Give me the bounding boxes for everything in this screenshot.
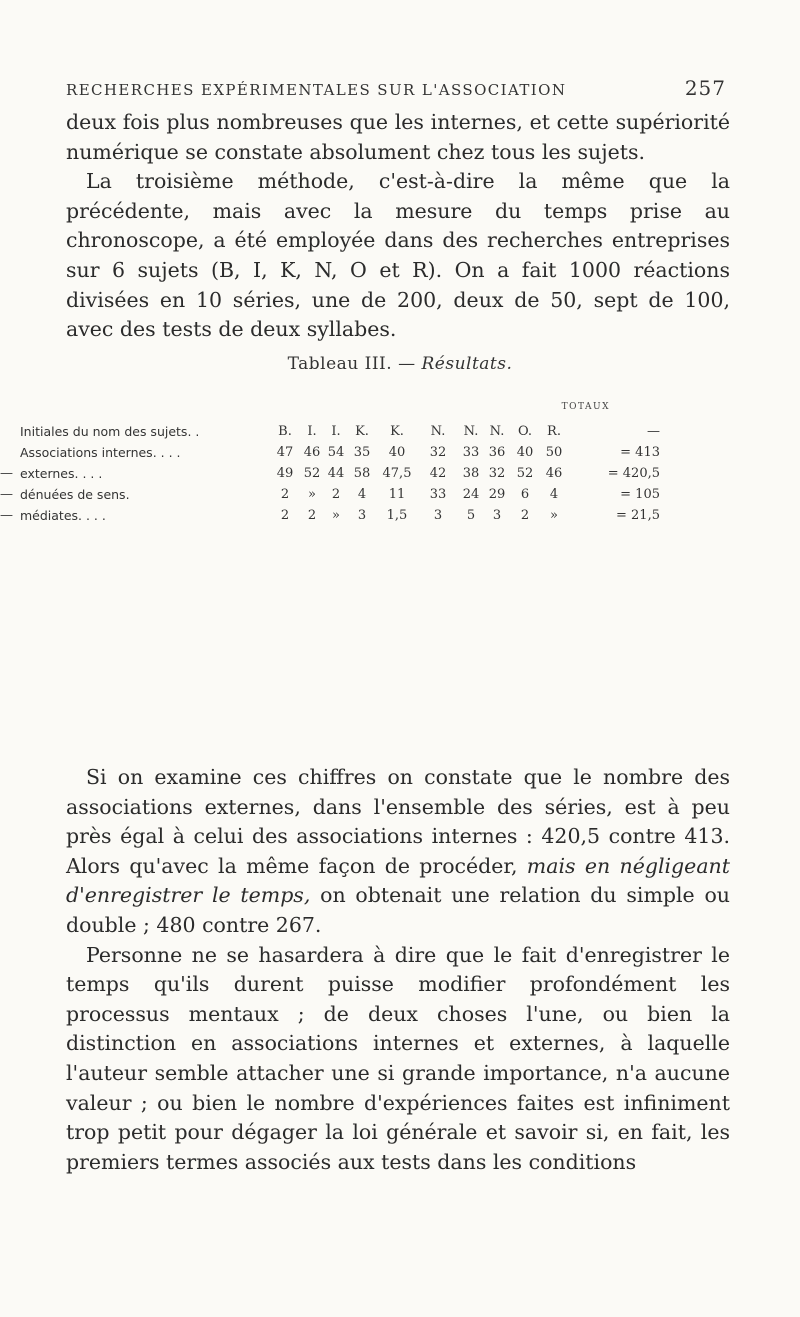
- running-title: RECHERCHES EXPÉRIMENTALES SUR L'ASSOCIATION: [66, 81, 567, 99]
- table-cell: 4: [357, 487, 367, 502]
- table-cell: O.: [517, 424, 533, 439]
- table-cell: 36: [488, 445, 506, 460]
- running-header: [66, 76, 726, 100]
- table-cell: 3: [357, 508, 367, 523]
- table-cell: R.: [547, 424, 561, 439]
- table-cell: 35: [353, 445, 371, 460]
- paragraph-conclusion: Personne ne se hasardera à dire que le fait d'enregistrer le temps qu'ils durent puisse modifier profondément les processus mentaux ; de deux choses l'une, ou bien la distinction en associations internes et externes, à laquelle l'auteur semble attacher une si grande importance, n'a aucune valeur ; ou bien le nombre d'expériences faites est infiniment trop petit pour dégager la loi générale et savoir si, en fait, les premiers termes associés aux tests dans les conditions: [66, 942, 730, 1174]
- row-total: = 413: [620, 445, 660, 460]
- table-cell: 52: [303, 466, 321, 481]
- table-title-prefix: Tableau III. —: [287, 354, 416, 374]
- table-cell: 3: [433, 508, 443, 523]
- table-cell: 2: [280, 508, 290, 523]
- table-cell: »: [308, 487, 316, 502]
- paragraph-block-2: [66, 763, 730, 1177]
- row-dash: —: [0, 466, 13, 481]
- table-cell: 54: [327, 445, 345, 460]
- table-cell: 2: [331, 487, 341, 502]
- table-cell: 24: [462, 487, 480, 502]
- row-dash: —: [0, 487, 13, 502]
- table-cell: 11: [388, 487, 406, 502]
- table-title: [0, 354, 800, 374]
- row-label: médiates. . . .: [20, 508, 106, 523]
- table-cell: 40: [388, 445, 406, 460]
- table-cell: N.: [430, 424, 446, 439]
- table-cell: N.: [463, 424, 479, 439]
- row-dash: —: [0, 508, 13, 523]
- table-cell: 32: [429, 445, 447, 460]
- table-cell: B.: [278, 424, 292, 439]
- table-cell: 2: [280, 487, 290, 502]
- table-cell: 47,5: [382, 466, 412, 481]
- table-cell: 44: [327, 466, 345, 481]
- table-cell: 46: [545, 466, 563, 481]
- table-cell: 52: [516, 466, 534, 481]
- table-cell: 3: [492, 508, 502, 523]
- analysis-text-italic: mais en négligeant d'enregistrer le temps,: [66, 853, 730, 908]
- analysis-text-after: on obtenait une relation du simple ou double ; 480 contre 267.: [66, 883, 730, 937]
- row-total: —: [647, 424, 660, 439]
- table-cell: 42: [429, 466, 447, 481]
- table-cell: 50: [545, 445, 563, 460]
- totals-header: TOTAUX: [561, 402, 610, 412]
- table-cell: »: [332, 508, 340, 523]
- paragraph-continuation: deux fois plus nombreuses que les internes, et cette supériorité numérique se constate absolument chez tous les sujets.: [66, 110, 730, 164]
- table-cell: 46: [303, 445, 321, 460]
- table-cell: »: [550, 508, 558, 523]
- paragraph-block-1: [66, 108, 730, 345]
- table-cell: 47: [276, 445, 294, 460]
- row-label: Associations internes. . . .: [20, 445, 181, 460]
- row-label: dénuées de sens.: [20, 487, 130, 502]
- table-cell: N.: [489, 424, 505, 439]
- table-cell: 33: [429, 487, 447, 502]
- table-header-row: [0, 421, 660, 442]
- table-cell: K.: [390, 424, 404, 439]
- page-number: 257: [684, 76, 726, 100]
- table-cell: K.: [355, 424, 369, 439]
- row-total: = 105: [620, 487, 660, 502]
- table-cell: I.: [307, 424, 317, 439]
- row-dash: [0, 421, 20, 442]
- table-cell: 32: [488, 466, 506, 481]
- table-cell: 29: [488, 487, 506, 502]
- table-title-italic: Résultats.: [421, 354, 513, 374]
- table-cell: 40: [516, 445, 534, 460]
- table-row: [0, 505, 660, 526]
- table-cell: 2: [520, 508, 530, 523]
- row-total: = 21,5: [616, 508, 660, 523]
- table-cell: 4: [549, 487, 559, 502]
- table-cell: 49: [276, 466, 294, 481]
- paragraph-method-three: La troisième méthode, c'est-à-dire la même que la précédente, mais avec la mesure du temps prise au chronoscope, a été employée dans des recherches entreprises sur 6 sujets (B, I, K, N, O et R). On a fait 1000 réactions divisées en 10 séries, une de 200, deux de 50, sept de 100, avec des tests de deux syllabes.: [66, 169, 730, 342]
- table-cell: 58: [353, 466, 371, 481]
- table-cell: 5: [466, 508, 476, 523]
- table-cell: I.: [331, 424, 341, 439]
- table-cell: 1,5: [386, 508, 408, 523]
- paragraph-analysis: [66, 763, 730, 941]
- table-row: [0, 442, 660, 463]
- row-dash: [0, 442, 20, 463]
- table-cell: 2: [307, 508, 317, 523]
- row-label: externes. . . .: [20, 466, 103, 481]
- analysis-text-before: Si on examine ces chiffres on constate que le nombre des associations externes, dans l'ensemble des séries, est à peu près égal à celui des associations internes : 420,5 contre 413. Alors qu'avec la même façon de procéder,: [66, 765, 730, 878]
- table-row: [0, 484, 660, 505]
- row-label: Initiales du nom des sujets. .: [20, 424, 200, 439]
- row-total: = 420,5: [607, 466, 660, 481]
- table-cell: 38: [462, 466, 480, 481]
- table-row: [0, 463, 660, 484]
- results-table: [0, 421, 660, 526]
- table-cell: 33: [462, 445, 480, 460]
- table-cell: 6: [520, 487, 530, 502]
